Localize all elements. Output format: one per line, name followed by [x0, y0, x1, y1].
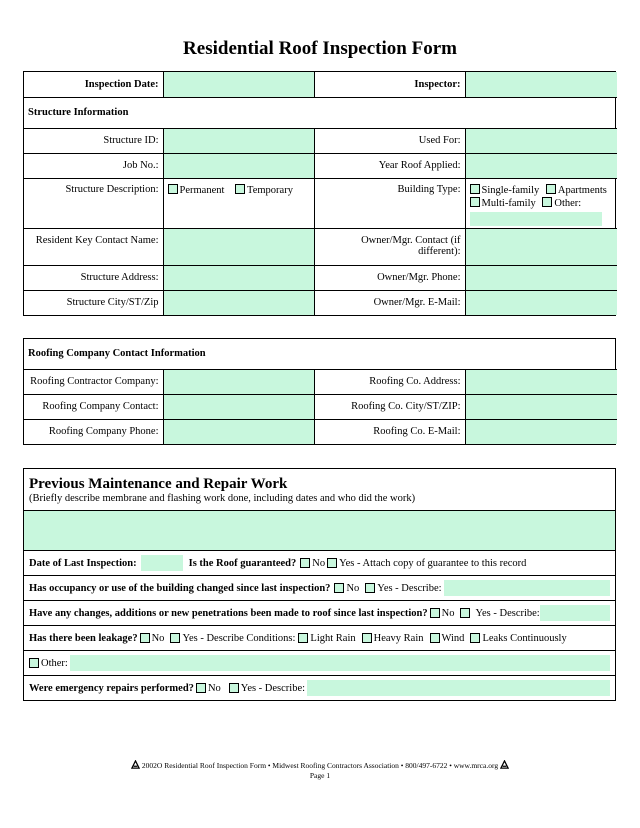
- inspector-label: Inspector:: [314, 72, 465, 97]
- guaranteed-no-checkbox[interactable]: [300, 558, 310, 568]
- multi-family-checkbox[interactable]: [470, 197, 480, 207]
- footer: [0, 760, 640, 781]
- roofing-address-label: Roofing Co. Address:: [314, 369, 465, 394]
- occupancy-no-checkbox[interactable]: [334, 583, 344, 593]
- structure-description-options: [163, 178, 314, 228]
- wind-label: Wind: [441, 632, 465, 644]
- roofing-email-label: Roofing Co. E-Mail:: [314, 419, 465, 444]
- occupancy-no-label: No: [346, 582, 360, 594]
- emergency-yes-label: Yes - Describe:: [240, 682, 306, 694]
- other-condition-field[interactable]: [70, 655, 610, 671]
- light-rain-checkbox[interactable]: [298, 633, 308, 643]
- owner-email-label: Owner/Mgr. E-Mail:: [314, 290, 465, 315]
- roofing-phone-field[interactable]: [163, 419, 314, 444]
- occupancy-describe-field[interactable]: [444, 580, 610, 596]
- roofing-city-label: Roofing Co. City/ST/ZIP:: [314, 394, 465, 419]
- leaks-continuously-label: Leaks Continuously: [482, 632, 567, 644]
- maintenance-heading: Previous Maintenance and Repair Work: [29, 476, 288, 492]
- building-type-options: [465, 178, 617, 228]
- changes-yes-checkbox[interactable]: [460, 608, 470, 618]
- roofing-phone-label: Roofing Company Phone:: [24, 419, 163, 444]
- structure-id-label: Structure ID:: [24, 128, 163, 153]
- structure-address-label: Structure Address:: [24, 265, 163, 290]
- structure-section: [23, 71, 616, 316]
- mrca-logo-icon: [500, 760, 509, 769]
- changes-row: [24, 600, 615, 625]
- inspection-date-field[interactable]: [163, 72, 314, 97]
- other-condition-checkbox[interactable]: [29, 658, 39, 668]
- occupancy-yes-label: Yes - Describe:: [377, 582, 442, 594]
- temporary-label: Temporary: [247, 184, 293, 196]
- used-for-field[interactable]: [465, 128, 617, 153]
- apartments-checkbox[interactable]: [546, 184, 556, 194]
- single-family-label: Single-family: [481, 184, 540, 196]
- maintenance-description-field[interactable]: [24, 510, 615, 550]
- other-condition-label: Other:: [41, 657, 68, 669]
- guaranteed-label: Is the Roof guaranteed?: [188, 557, 297, 569]
- other-building-label: Other:: [554, 197, 582, 209]
- occupancy-yes-checkbox[interactable]: [365, 583, 375, 593]
- permanent-checkbox[interactable]: [168, 184, 178, 194]
- guaranteed-yes-checkbox[interactable]: [327, 558, 337, 568]
- owner-contact-label: Owner/Mgr. Contact (if different):: [314, 228, 465, 265]
- occupancy-row: [24, 575, 615, 600]
- roofing-address-field[interactable]: [465, 369, 617, 394]
- other-building-checkbox[interactable]: [542, 197, 552, 207]
- maintenance-section: [23, 468, 616, 701]
- page-number: Page 1: [309, 771, 331, 780]
- emergency-yes-checkbox[interactable]: [229, 683, 239, 693]
- permanent-label: Permanent: [179, 184, 225, 196]
- leakage-no-label: No: [151, 632, 165, 644]
- heavy-rain-label: Heavy Rain: [373, 632, 424, 644]
- roofing-email-field[interactable]: [465, 419, 617, 444]
- roofing-section: [23, 338, 616, 445]
- job-no-label: Job No.:: [24, 153, 163, 178]
- maintenance-subheading: (Briefly describe membrane and flashing work done, including dates and who did the work): [29, 493, 416, 504]
- other-row: [24, 650, 615, 675]
- contractor-label: Roofing Contractor Company:: [24, 369, 163, 394]
- contractor-field[interactable]: [163, 369, 314, 394]
- resident-contact-label: Resident Key Contact Name:: [24, 228, 163, 265]
- owner-phone-field[interactable]: [465, 265, 617, 290]
- changes-no-checkbox[interactable]: [430, 608, 440, 618]
- changes-question: Have any changes, additions or new penetrations been made to roof since last inspection?: [29, 607, 428, 619]
- single-family-checkbox[interactable]: [470, 184, 480, 194]
- apartments-label: Apartments: [557, 184, 607, 196]
- heavy-rain-checkbox[interactable]: [362, 633, 372, 643]
- last-inspection-label: Date of Last Inspection:: [29, 557, 137, 569]
- resident-contact-field[interactable]: [163, 228, 314, 265]
- guaranteed-no-label: No: [312, 557, 326, 569]
- wind-checkbox[interactable]: [430, 633, 440, 643]
- changes-no-label: No: [441, 607, 455, 619]
- structure-id-field[interactable]: [163, 128, 314, 153]
- owner-contact-field[interactable]: [465, 228, 617, 265]
- guaranteed-yes-label: Yes - Attach copy of guarantee to this record: [339, 557, 527, 569]
- last-inspection-field[interactable]: [141, 555, 183, 571]
- leakage-question: Has there been leakage?: [29, 632, 138, 644]
- leakage-row: [24, 625, 615, 650]
- owner-email-field[interactable]: [465, 290, 617, 315]
- structure-description-label: Structure Description:: [24, 178, 163, 228]
- light-rain-label: Light Rain: [310, 632, 356, 644]
- multi-family-label: Multi-family: [481, 197, 536, 209]
- emergency-describe-field[interactable]: [307, 680, 610, 696]
- occupancy-question: Has occupancy or use of the building changed since last inspection?: [29, 582, 331, 594]
- leakage-yes-checkbox[interactable]: [170, 633, 180, 643]
- building-type-label: Building Type:: [314, 178, 465, 228]
- roofing-contact-label: Roofing Company Contact:: [24, 394, 163, 419]
- changes-yes-label: Yes - Describe:: [475, 607, 540, 619]
- leaks-continuously-checkbox[interactable]: [470, 633, 480, 643]
- last-inspection-row: [24, 550, 615, 575]
- year-roof-field[interactable]: [465, 153, 617, 178]
- structure-heading: Structure Information: [24, 97, 617, 128]
- roofing-contact-field[interactable]: [163, 394, 314, 419]
- structure-city-label: Structure City/ST/Zip: [24, 290, 163, 315]
- year-roof-label: Year Roof Applied:: [314, 153, 465, 178]
- structure-address-field[interactable]: [163, 265, 314, 290]
- roofing-heading: Roofing Company Contact Information: [24, 339, 617, 369]
- emergency-no-label: No: [207, 682, 221, 694]
- structure-city-field[interactable]: [163, 290, 314, 315]
- changes-describe-field[interactable]: [540, 605, 610, 621]
- footer-text: 2002O Residential Roof Inspection Form • Midwest Roofing Contractors Association • 800/497-6722 • www.mrca.org: [141, 761, 499, 770]
- leakage-no-checkbox[interactable]: [140, 633, 150, 643]
- emergency-question: Were emergency repairs performed?: [29, 682, 194, 694]
- inspector-field[interactable]: [465, 72, 617, 97]
- mrca-logo-icon: [131, 760, 140, 769]
- leakage-yes-label: Yes - Describe Conditions:: [182, 632, 296, 644]
- page-title: Residential Roof Inspection Form: [183, 38, 457, 59]
- other-building-field[interactable]: [470, 212, 602, 226]
- owner-phone-label: Owner/Mgr. Phone:: [314, 265, 465, 290]
- emergency-no-checkbox[interactable]: [196, 683, 206, 693]
- used-for-label: Used For:: [314, 128, 465, 153]
- emergency-row: [24, 675, 615, 700]
- temporary-checkbox[interactable]: [235, 184, 245, 194]
- roofing-city-field[interactable]: [465, 394, 617, 419]
- job-no-field[interactable]: [163, 153, 314, 178]
- inspection-date-label: Inspection Date:: [24, 72, 163, 97]
